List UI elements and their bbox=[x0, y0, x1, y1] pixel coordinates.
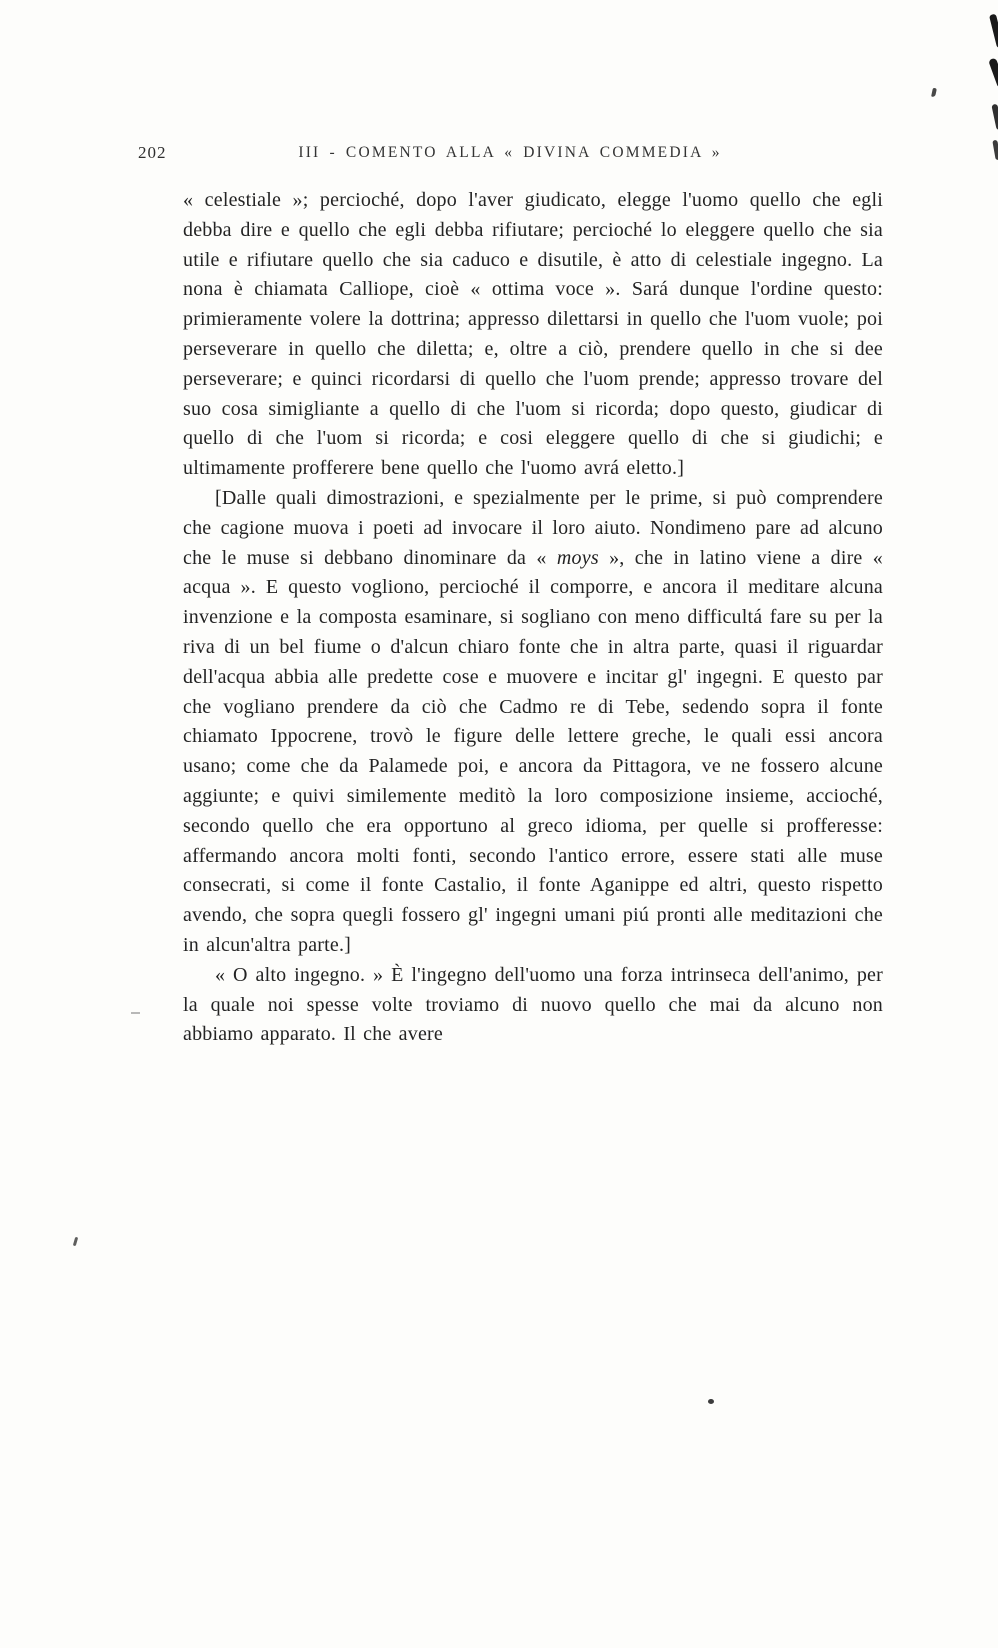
paragraph-segment: [Dalle quali dimostrazioni, e spezialmente per le prime, si può comprendere che cagione muova i poeti ad invocare il loro aiuto. Nondimeno pare ad alcuno che le muse si debbano dinominare da « bbox=[183, 486, 883, 569]
paragraph-continuation: « celestiale »; percioché, dopo l'aver giudicato, elegge l'uomo quello che egli debba dire e quello che egli debba rifiutare; percioché lo eleggere quello che sia utile e rifiutare quello che sia caduco e disutile, è atto di celestiale ingegno. La nona è chiamata Calliope, cioè « ottima voce ». Sará dunque l'ordine questo: primieramente volere la dottrina; appresso dilettarsi in quello che l'uom vuole; poi perseverare in quello che diletta; e, oltre a ciò, prendere quello in che si dee perseverare; e quinci ricordarsi di quello che l'uom prende; appresso trovare del suo cosa simigliante a quello di che l'uom si ricorda; dopo questo, giudicar di quello di che l'uom si ricorda; e cosi eleggere quello di che si giudichi; e ultimamente profferere bene quello che l'uomo avrá eletto.] bbox=[183, 189, 883, 480]
paragraph-italic-term: moys bbox=[556, 546, 599, 569]
scan-ink-mark bbox=[708, 1399, 714, 1404]
page-text-block bbox=[183, 186, 883, 1050]
scan-ink-mark bbox=[991, 104, 998, 131]
running-title: III - COMENTO ALLA « DIVINA COMMEDIA » bbox=[298, 144, 722, 161]
scan-ink-mark bbox=[992, 140, 998, 161]
scan-ink-mark bbox=[989, 14, 998, 49]
scan-ink-mark bbox=[131, 1012, 140, 1014]
page-number: 202 bbox=[138, 143, 167, 162]
paragraph bbox=[183, 484, 883, 961]
scan-ink-mark bbox=[73, 1237, 78, 1246]
running-header bbox=[138, 141, 882, 165]
scan-ink-mark bbox=[931, 88, 937, 98]
paragraph-segment: », che in latino viene a dire « acqua ». E questo vogliono, percioché il comporre, e ancora il meditare alcuna invenzione e la composta esaminare, si sogliano con meno difficultá fare su per la riva di un bel fiume o d'alcun chiaro fonte che in altra parte, quasi il riguardar dell'acqua abbia alle predette cose e muovere e incitar gl' ingegni. E questo par che vogliano prendere da ciò che Cadmo re di Tebe, sedendo sopra il fonte chiamato Ippocrene, trovò le figure delle lettere greche, le quali essi ancora usano; come che da Palamede poi, e ancora da Pittagora, ve ne fossero alcune aggiunte; e quivi similemente meditò la loro composizione insieme, accioché, secondo quello che era opportuno al greco idioma, per quelle si profferesse: affermando ancora molti fonti, secondo l'antico errore, essere stati alle muse consecrati, si come il fonte Castalio, il fonte Aganippe ed altri, questo rispetto avendo, che sopra quegli fossero gl' ingegni umani piú pronti alle meditazioni che in alcun'altra parte.] bbox=[183, 546, 883, 956]
paragraph: « O alto ingegno. » È l'ingegno dell'uomo una forza intrinseca dell'animo, per la quale noi spesse volte troviamo di nuovo quello che mai da alcuno non abbiamo apparato. Il che avere bbox=[183, 963, 883, 1046]
scan-ink-mark bbox=[988, 58, 998, 89]
